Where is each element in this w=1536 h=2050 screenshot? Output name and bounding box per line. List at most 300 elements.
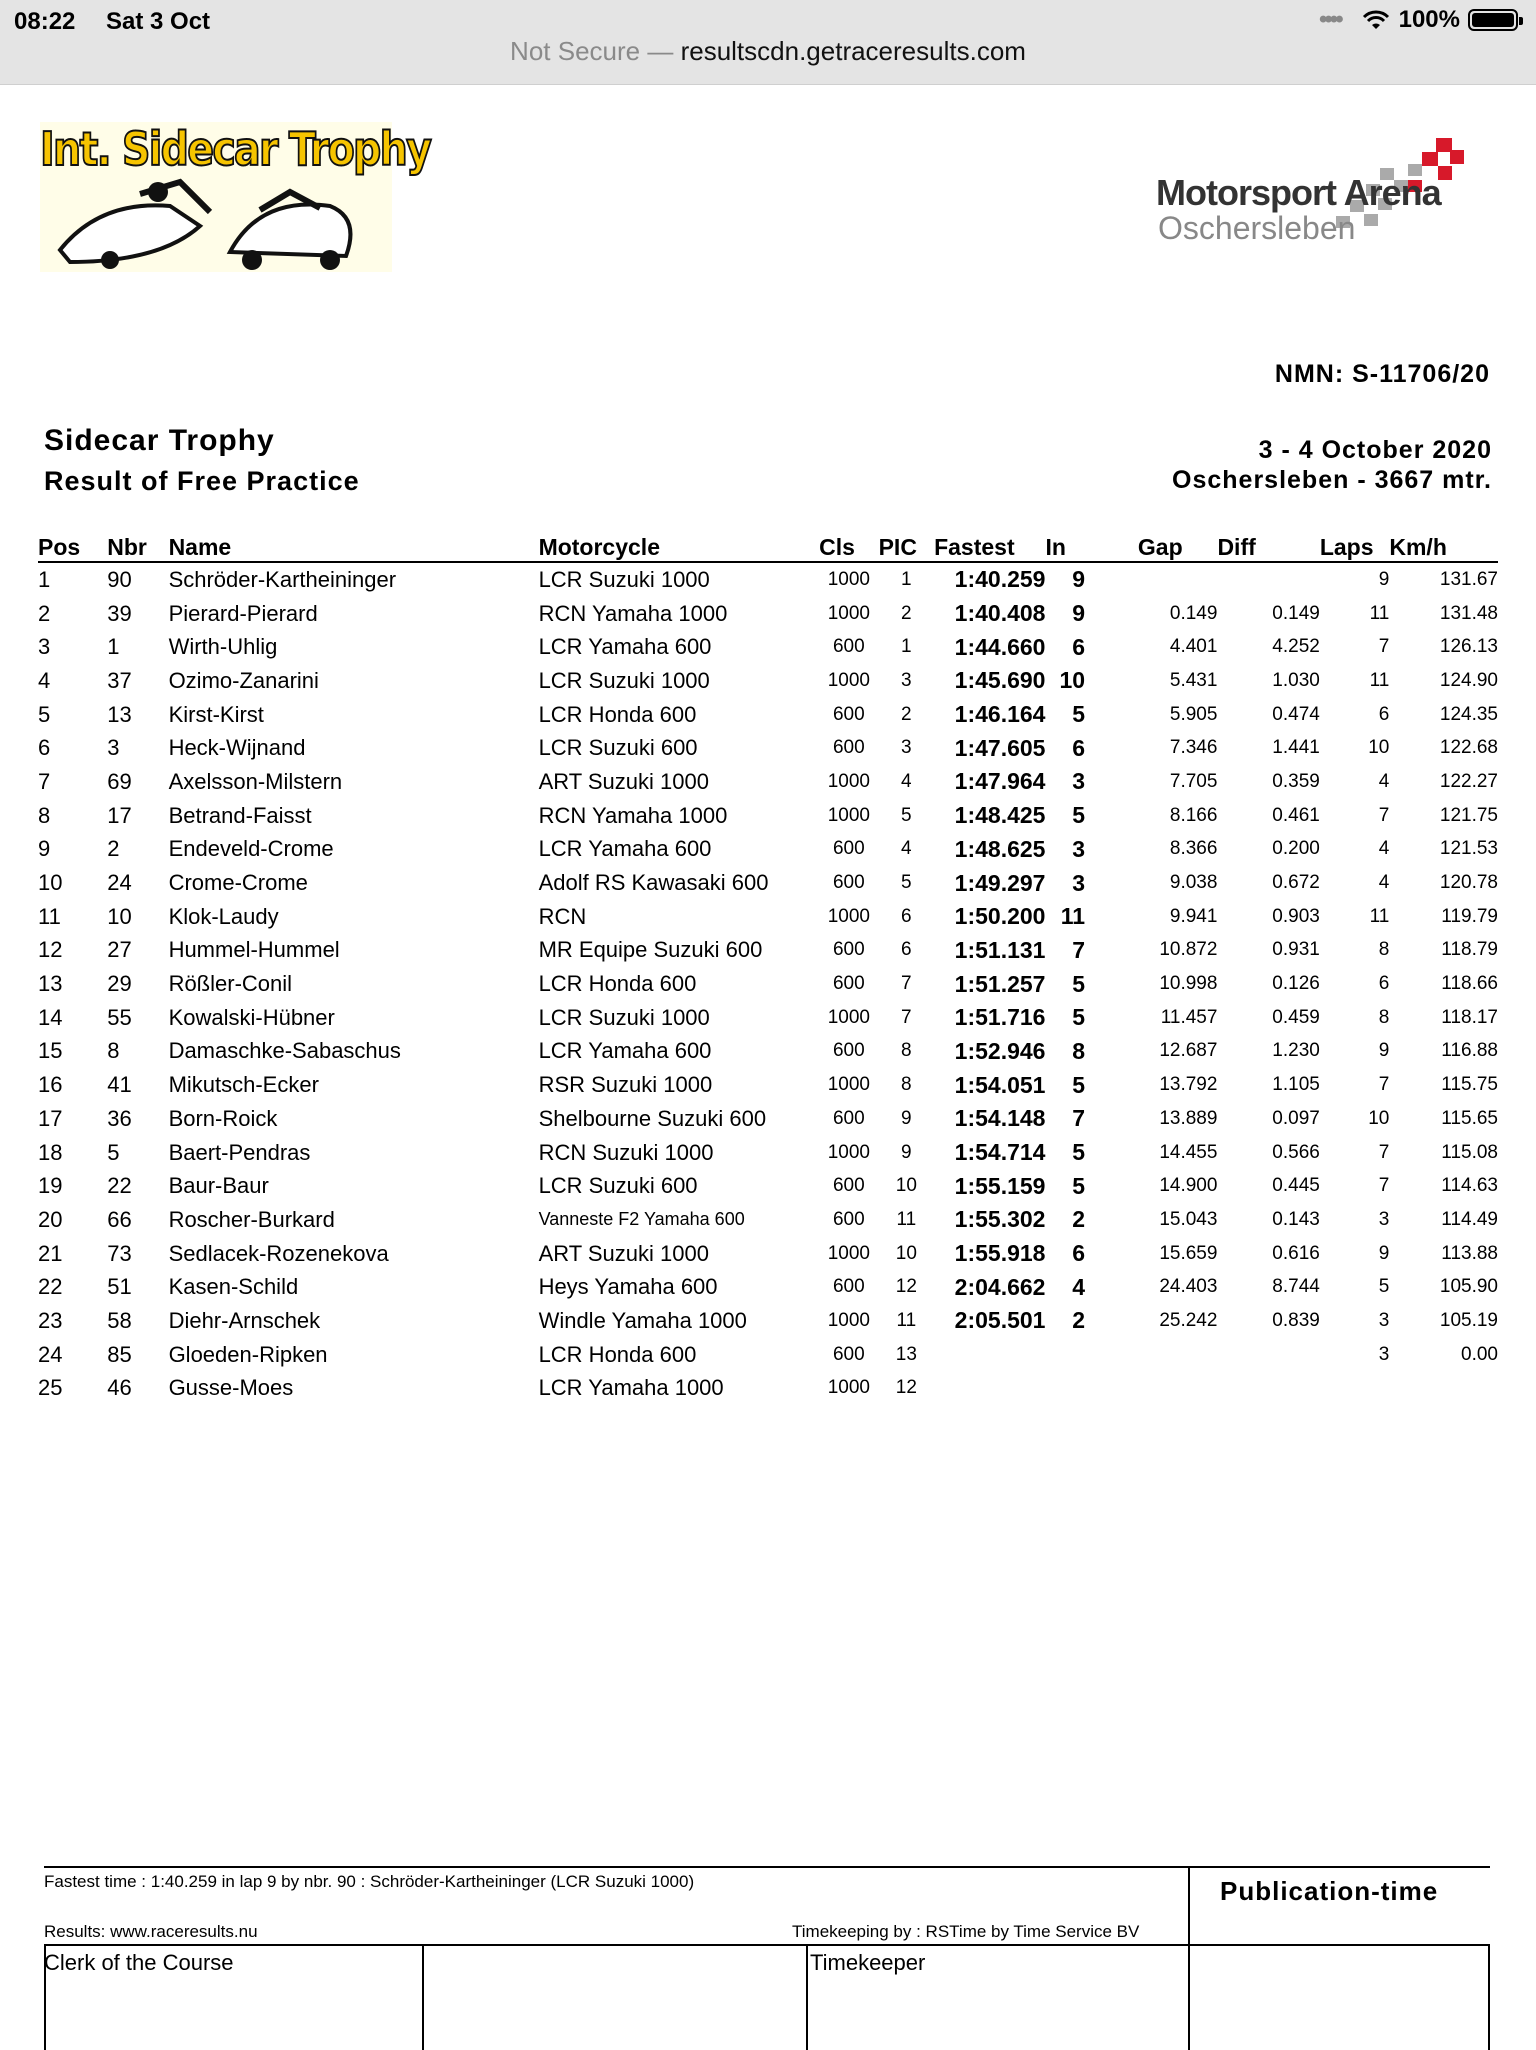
cell-name: Ozimo-Zanarini	[168, 667, 319, 693]
cell-in	[1045, 1372, 1103, 1406]
cell-moto: LCR Yamaha 600	[538, 1038, 712, 1064]
table-row	[38, 664, 1498, 698]
cell-pos: 17	[38, 1105, 63, 1131]
cell-gap	[1103, 1372, 1217, 1406]
cell-kmh: 122.27	[1439, 770, 1498, 792]
cell-pic: 1	[901, 636, 912, 658]
cell-laps: 4	[1378, 838, 1390, 860]
cell-gap: 8.166	[1169, 804, 1218, 826]
cell-kmh: 118.17	[1441, 1006, 1498, 1028]
url-host: resultscdn.getraceresults.com	[680, 36, 1026, 66]
cell-laps: 5	[1378, 1276, 1390, 1298]
cell-diff: 1.441	[1272, 737, 1320, 759]
page-subtitle: Result of Free Practice	[44, 466, 360, 496]
cell-name: Endeveld-Crome	[168, 836, 334, 862]
cell-pic: 5	[901, 804, 912, 826]
cell-moto: LCR Honda 600	[538, 701, 697, 727]
cell-in	[1045, 1338, 1103, 1372]
battery-percent: 100%	[1398, 6, 1460, 33]
cell-pic: 1	[901, 568, 912, 590]
cell-pos: 25	[38, 1375, 63, 1401]
cell-fastest	[934, 1372, 1045, 1406]
cell-diff: 8.744	[1272, 1276, 1320, 1298]
cell-cls: 1000	[827, 669, 870, 691]
cell-diff: 1.030	[1272, 669, 1320, 691]
cell-nbr: 8	[107, 1038, 120, 1064]
table-row	[38, 1338, 1498, 1372]
signal-dots-icon: ••••	[1319, 6, 1341, 33]
cell-kmh: 120.78	[1439, 872, 1498, 894]
cell-in: 6	[1072, 1240, 1086, 1267]
cell-gap: 13.889	[1159, 1107, 1218, 1129]
cell-in: 7	[1072, 936, 1086, 963]
col-nbr: Nbr	[107, 534, 168, 562]
cell-fastest: 1:51.716	[954, 1004, 1046, 1031]
cell-cls: 600	[832, 872, 865, 894]
cell-gap: 15.043	[1159, 1208, 1218, 1230]
cell-moto: Shelbourne Suzuki 600	[538, 1105, 767, 1131]
cell-moto: MR Equipe Suzuki 600	[538, 937, 763, 963]
cell-diff: 0.200	[1272, 838, 1320, 860]
cell-nbr: 5	[107, 1139, 120, 1165]
cell-cls: 1000	[827, 1377, 870, 1399]
cell-gap: 8.366	[1169, 838, 1218, 860]
fastest-time-note: Fastest time : 1:40.259 in lap 9 by nbr. 90 : Schröder-Kartheininger (LCR Suzuki 1000)	[44, 1872, 695, 1891]
publication-time-label: Publication-time	[1220, 1876, 1439, 1906]
cell-nbr: 51	[107, 1274, 132, 1300]
col-in: In	[1045, 534, 1103, 562]
cell-cls: 600	[832, 1276, 865, 1298]
cell-in: 5	[1072, 1139, 1086, 1166]
cell-pic: 10	[895, 1175, 917, 1197]
cell-laps: 11	[1369, 669, 1390, 691]
cell-name: Sedlacek-Rozenekova	[168, 1240, 389, 1266]
cell-pic: 4	[901, 770, 912, 792]
table-row	[38, 833, 1498, 867]
cell-fastest: 1:45.690	[954, 667, 1046, 694]
cell-fastest: 1:51.131	[954, 936, 1046, 963]
cell-name: Roscher-Burkard	[168, 1206, 335, 1232]
cell-cls: 1000	[827, 1242, 870, 1264]
cell-gap: 10.872	[1159, 939, 1218, 961]
cell-moto: LCR Yamaha 600	[538, 836, 712, 862]
cell-gap: 10.998	[1159, 973, 1218, 995]
col-pic: PIC	[879, 534, 935, 562]
cell-kmh: 126.13	[1439, 636, 1498, 658]
cell-in: 7	[1072, 1105, 1086, 1132]
cell-fastest: 1:47.605	[954, 734, 1046, 761]
cell-moto: ART Suzuki 1000	[538, 1240, 709, 1266]
cell-pos: 8	[38, 802, 51, 828]
col-name: Name	[169, 534, 539, 562]
cell-nbr: 37	[107, 667, 132, 693]
cell-pic: 8	[901, 1040, 912, 1062]
results-table	[38, 534, 1498, 1405]
cell-diff: 0.931	[1272, 939, 1320, 961]
cell-name: Hummel-Hummel	[168, 937, 340, 963]
cell-diff: 0.566	[1272, 1141, 1320, 1163]
cell-kmh: 122.68	[1439, 737, 1498, 759]
cell-moto: LCR Suzuki 1000	[538, 566, 710, 592]
cell-pic: 5	[901, 872, 912, 894]
table-row	[38, 731, 1498, 765]
table-row	[38, 1136, 1498, 1170]
cell-fastest: 1:55.918	[954, 1240, 1046, 1267]
cell-kmh: 118.79	[1441, 939, 1498, 961]
col-motorcycle: Motorcycle	[539, 534, 820, 562]
cell-moto: RCN	[538, 903, 587, 929]
cell-gap: 7.346	[1169, 737, 1218, 759]
col-cls: Cls	[819, 534, 879, 562]
cell-laps: 8	[1378, 1006, 1390, 1028]
cell-nbr: 90	[107, 566, 132, 592]
cell-pos: 13	[38, 971, 63, 997]
cell-in: 2	[1072, 1307, 1086, 1334]
timekeeping-credit: Timekeeping by : RSTime by Time Service BV	[792, 1922, 1140, 1941]
page-title: Sidecar Trophy	[44, 424, 275, 457]
cell-cls: 600	[832, 939, 865, 961]
cell-name: Crome-Crome	[168, 870, 308, 896]
cell-name: Betrand-Faisst	[168, 802, 312, 828]
cell-laps: 9	[1378, 1040, 1390, 1062]
cell-moto: LCR Suzuki 1000	[538, 667, 710, 693]
cell-kmh: 124.90	[1439, 669, 1498, 691]
cell-pic: 12	[895, 1276, 917, 1298]
cell-in: 5	[1072, 701, 1086, 728]
cell-pos: 2	[38, 600, 51, 626]
col-kmh: Km/h	[1389, 534, 1498, 562]
cell-name: Gloeden-Ripken	[168, 1341, 328, 1367]
cell-pos: 3	[38, 634, 51, 660]
status-bar	[0, 0, 1536, 85]
col-gap: Gap	[1103, 534, 1217, 562]
cell-pos: 20	[38, 1206, 63, 1232]
cell-cls: 1000	[827, 1309, 870, 1331]
cell-laps: 4	[1378, 770, 1390, 792]
cell-in: 9	[1072, 566, 1086, 593]
cell-diff: 0.143	[1272, 1208, 1320, 1230]
cell-pos: 7	[38, 768, 51, 794]
cell-laps: 6	[1378, 973, 1390, 995]
cell-nbr: 66	[107, 1206, 132, 1232]
cell-laps: 7	[1378, 636, 1390, 658]
cell-laps: 7	[1378, 804, 1390, 826]
cell-laps: 4	[1378, 872, 1390, 894]
status-time: 08:22	[14, 8, 76, 35]
cell-diff: 0.903	[1272, 905, 1320, 927]
cell-diff: 0.616	[1272, 1242, 1320, 1264]
cell-cls: 1000	[827, 602, 870, 624]
cell-moto: RCN Yamaha 1000	[538, 802, 728, 828]
table-row	[38, 1169, 1498, 1203]
cell-name: Gusse-Moes	[168, 1375, 294, 1401]
cell-kmh: 0.00	[1461, 1343, 1498, 1365]
table-row	[38, 967, 1498, 1001]
cell-pos: 16	[38, 1072, 63, 1098]
cell-name: Heck-Wijnand	[168, 735, 306, 761]
cell-gap: 4.401	[1169, 636, 1218, 658]
cell-in: 8	[1072, 1037, 1086, 1064]
cell-gap: 24.403	[1159, 1276, 1218, 1298]
cell-name: Kirst-Kirst	[168, 701, 264, 727]
table-header	[38, 534, 1498, 562]
cell-pic: 6	[901, 939, 912, 961]
cell-laps: 6	[1378, 703, 1390, 725]
cell-name: Kasen-Schild	[168, 1274, 299, 1300]
table-row	[38, 698, 1498, 732]
cell-name: Baert-Pendras	[168, 1139, 311, 1165]
cell-fastest: 1:48.425	[954, 802, 1046, 829]
cell-in: 10	[1059, 667, 1086, 694]
cell-kmh: 114.49	[1441, 1208, 1498, 1230]
cell-nbr: 58	[107, 1307, 132, 1333]
sidecar-illustration-icon	[40, 122, 392, 272]
cell-nbr: 85	[107, 1341, 132, 1367]
cell-laps: 8	[1378, 939, 1390, 961]
cell-in: 5	[1072, 802, 1086, 829]
oschersleben-text: Oschersleben	[1158, 210, 1356, 246]
cell-in: 6	[1072, 734, 1086, 761]
cell-pic: 2	[901, 602, 912, 624]
cell-moto: LCR Suzuki 1000	[538, 1004, 710, 1030]
cell-fastest: 1:46.164	[954, 701, 1046, 728]
cell-cls: 600	[832, 1175, 865, 1197]
cell-name: Axelsson-Milstern	[168, 768, 343, 794]
cell-nbr: 27	[107, 937, 132, 963]
cell-nbr: 29	[107, 971, 132, 997]
cell-laps: 3	[1378, 1309, 1390, 1331]
cell-pic: 2	[901, 703, 912, 725]
cell-moto: LCR Suzuki 600	[538, 735, 698, 761]
cell-moto: ART Suzuki 1000	[538, 768, 709, 794]
cell-fastest: 1:55.159	[954, 1172, 1046, 1199]
cell-laps: 9	[1378, 568, 1390, 590]
clerk-of-course-label: Clerk of the Course	[44, 1950, 234, 1975]
timekeeper-label: Timekeeper	[810, 1950, 926, 1975]
cell-in: 3	[1072, 768, 1086, 795]
cell-pos: 12	[38, 937, 63, 963]
cell-nbr: 22	[107, 1173, 132, 1199]
sidecar-trophy-logo-text: Int. Sidecar Trophy	[40, 122, 431, 176]
cell-diff: 0.359	[1272, 770, 1320, 792]
cell-pos: 23	[38, 1307, 63, 1333]
cell-kmh: 113.88	[1441, 1242, 1498, 1264]
col-fastest: Fastest	[934, 534, 1045, 562]
cell-gap: 7.705	[1169, 770, 1218, 792]
cell-gap: 14.455	[1159, 1141, 1218, 1163]
cell-fastest: 1:52.946	[954, 1037, 1046, 1064]
cell-kmh: 124.35	[1439, 703, 1498, 725]
cell-cls: 1000	[827, 1141, 870, 1163]
cell-pos: 22	[38, 1274, 63, 1300]
cell-diff: 1.105	[1272, 1074, 1320, 1096]
cell-moto: Windle Yamaha 1000	[538, 1307, 747, 1333]
cell-gap: 0.149	[1169, 602, 1218, 624]
col-laps: Laps	[1320, 534, 1390, 562]
cell-name: Schröder-Kartheininger	[168, 566, 397, 592]
status-indicators	[1319, 6, 1518, 34]
cell-diff: 0.474	[1272, 703, 1320, 725]
cell-diff: 0.461	[1272, 804, 1320, 826]
cell-fastest: 1:44.660	[954, 633, 1046, 660]
cell-diff: 0.445	[1272, 1175, 1320, 1197]
cell-in: 9	[1072, 600, 1086, 627]
cell-gap: 14.900	[1159, 1175, 1218, 1197]
cell-kmh: 116.88	[1441, 1040, 1498, 1062]
table-row	[38, 765, 1498, 799]
cell-gap	[1103, 562, 1217, 597]
cell-kmh: 118.66	[1441, 973, 1498, 995]
cell-fastest: 1:54.148	[954, 1105, 1046, 1132]
cell-pic: 3	[901, 737, 912, 759]
wifi-icon	[1361, 9, 1391, 31]
cell-pos: 9	[38, 836, 51, 862]
table-row	[38, 900, 1498, 934]
cell-nbr: 55	[107, 1004, 132, 1030]
cell-laps: 7	[1378, 1074, 1390, 1096]
cell-pos: 5	[38, 701, 51, 727]
table-row	[38, 1372, 1498, 1406]
cell-fastest: 1:54.714	[954, 1139, 1046, 1166]
cell-gap: 25.242	[1159, 1309, 1218, 1331]
cell-diff	[1217, 1338, 1319, 1372]
event-venue: Oschersleben - 3667 mtr.	[1172, 466, 1492, 494]
cell-cls: 1000	[827, 1074, 870, 1096]
cell-fastest: 1:50.200	[954, 903, 1046, 930]
cell-kmh: 115.08	[1441, 1141, 1498, 1163]
cell-kmh: 121.53	[1439, 838, 1498, 860]
cell-nbr: 1	[107, 634, 120, 660]
cell-in: 4	[1072, 1273, 1086, 1300]
cell-fastest: 1:55.302	[954, 1206, 1046, 1233]
cell-in: 5	[1072, 970, 1086, 997]
nmn-number: NMN: S-11706/20	[1274, 360, 1490, 388]
cell-moto: LCR Suzuki 600	[538, 1173, 698, 1199]
cell-gap: 15.659	[1159, 1242, 1218, 1264]
cell-pos: 4	[38, 667, 51, 693]
cell-name: Rößler-Conil	[168, 971, 293, 997]
cell-kmh	[1389, 1372, 1498, 1406]
cell-kmh: 115.65	[1441, 1107, 1498, 1129]
cell-fastest: 1:40.408	[954, 600, 1046, 627]
cell-fastest: 1:48.625	[954, 835, 1046, 862]
table-row	[38, 1102, 1498, 1136]
cell-name: Kowalski-Hübner	[168, 1004, 335, 1030]
cell-gap: 9.941	[1169, 905, 1218, 927]
cell-nbr: 10	[107, 903, 132, 929]
cell-name: Pierard-Pierard	[168, 600, 318, 626]
cell-in: 3	[1072, 835, 1086, 862]
cell-diff: 0.097	[1272, 1107, 1320, 1129]
cell-name: Damaschke-Sabaschus	[168, 1038, 401, 1064]
cell-pos: 11	[38, 903, 61, 929]
cell-pos: 15	[38, 1038, 63, 1064]
cell-diff: 0.126	[1272, 973, 1320, 995]
cell-laps: 10	[1368, 737, 1390, 759]
cell-kmh: 131.67	[1439, 568, 1498, 590]
cell-kmh: 119.79	[1441, 905, 1498, 927]
table-row	[38, 562, 1498, 597]
cell-gap: 12.687	[1159, 1040, 1218, 1062]
cell-nbr: 17	[107, 802, 132, 828]
cell-cls: 600	[832, 1040, 865, 1062]
cell-nbr: 69	[107, 768, 132, 794]
cell-moto: Vanneste F2 Yamaha 600	[538, 1209, 745, 1230]
cell-pos: 10	[38, 870, 63, 896]
cell-moto: RSR Suzuki 1000	[538, 1072, 713, 1098]
motorsport-arena-logo	[1150, 136, 1470, 246]
table-row	[38, 866, 1498, 900]
cell-pic: 10	[895, 1242, 917, 1264]
cell-pic: 3	[901, 669, 912, 691]
cell-cls: 1000	[827, 905, 870, 927]
cell-fastest: 1:40.259	[954, 566, 1046, 593]
cell-moto: LCR Honda 600	[538, 971, 697, 997]
cell-diff: 0.459	[1272, 1006, 1320, 1028]
cell-fastest: 1:54.051	[954, 1071, 1046, 1098]
cell-moto: LCR Yamaha 1000	[538, 1375, 724, 1401]
cell-pic: 9	[901, 1141, 912, 1163]
results-url: Results: www.raceresults.nu	[44, 1922, 258, 1941]
cell-gap: 9.038	[1169, 872, 1218, 894]
cell-pic: 6	[901, 905, 912, 927]
cell-nbr: 3	[107, 735, 120, 761]
table-row	[38, 1035, 1498, 1069]
cell-cls: 600	[832, 1343, 865, 1365]
col-pos: Pos	[38, 534, 107, 562]
cell-moto: LCR Yamaha 600	[538, 634, 712, 660]
cell-name: Diehr-Arnschek	[168, 1307, 321, 1333]
cell-cls: 600	[832, 838, 865, 860]
cell-pic: 7	[901, 1006, 912, 1028]
cell-cls: 1000	[827, 568, 870, 590]
cell-gap	[1103, 1338, 1217, 1372]
cell-nbr: 73	[107, 1240, 132, 1266]
cell-fastest	[934, 1338, 1045, 1372]
table-row	[38, 1270, 1498, 1304]
cell-moto: RCN Suzuki 1000	[538, 1139, 714, 1165]
cell-pos: 21	[38, 1240, 63, 1266]
cell-pos: 19	[38, 1173, 63, 1199]
cell-pos: 6	[38, 735, 51, 761]
cell-laps	[1320, 1372, 1390, 1406]
table-row	[38, 1068, 1498, 1102]
cell-diff	[1217, 562, 1319, 597]
cell-in: 5	[1072, 1071, 1086, 1098]
url-bar[interactable]	[0, 36, 1536, 67]
cell-gap: 5.431	[1169, 669, 1218, 691]
cell-diff: 0.839	[1272, 1309, 1320, 1331]
cell-diff	[1217, 1372, 1319, 1406]
cell-name: Klok-Laudy	[168, 903, 279, 929]
cell-name: Born-Roick	[168, 1105, 278, 1131]
cell-diff: 0.149	[1272, 602, 1320, 624]
cell-in: 11	[1060, 903, 1086, 930]
cell-laps: 3	[1378, 1208, 1390, 1230]
cell-nbr: 36	[107, 1105, 132, 1131]
cell-nbr: 41	[107, 1072, 132, 1098]
table-row	[38, 934, 1498, 968]
cell-name: Mikutsch-Ecker	[168, 1072, 319, 1098]
cell-cls: 600	[832, 1107, 865, 1129]
cell-pic: 12	[895, 1377, 917, 1399]
cell-pic: 13	[895, 1343, 917, 1365]
event-dates: 3 - 4 October 2020	[1258, 436, 1492, 464]
cell-moto: Adolf RS Kawasaki 600	[538, 870, 769, 896]
cell-pos: 1	[38, 566, 51, 592]
col-diff: Diff	[1217, 534, 1319, 562]
signature-boxes	[44, 1944, 1490, 2050]
